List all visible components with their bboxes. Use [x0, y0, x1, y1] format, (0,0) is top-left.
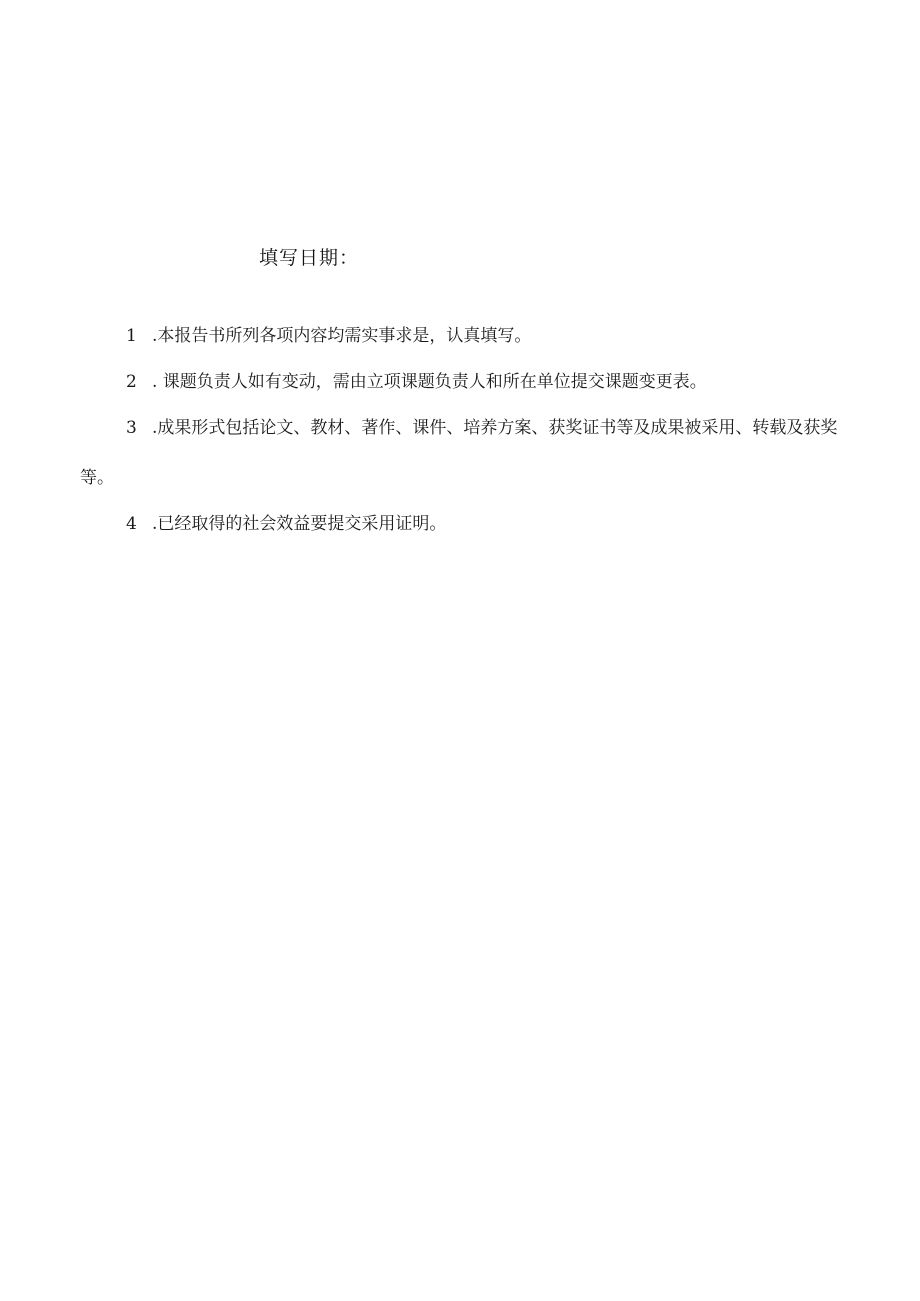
note-item — [80, 508, 840, 540]
note-number: 4 — [126, 514, 137, 534]
note-number: 1 — [126, 326, 137, 346]
note-text: . 课题负责人如有变动，需由立项课题负责人和所在单位提交课题变更表。 — [152, 372, 707, 392]
fill-date-label: 填写日期： — [259, 247, 360, 269]
note-item — [80, 320, 840, 352]
note-item — [80, 403, 840, 503]
note-text: .已经取得的社会效益要提交采用证明。 — [152, 514, 447, 534]
note-text: .本报告书所列各项内容均需实事求是，认真填写。 — [152, 326, 532, 346]
notes-list — [80, 320, 840, 554]
note-number: 2 — [126, 372, 137, 392]
note-number: 3 — [126, 418, 137, 438]
note-text: .成果形式包括论文、教材、著作、课件、培养方案、获奖证书等及成果被采用、转载及获奖等。 — [80, 418, 838, 488]
note-item — [80, 366, 840, 398]
